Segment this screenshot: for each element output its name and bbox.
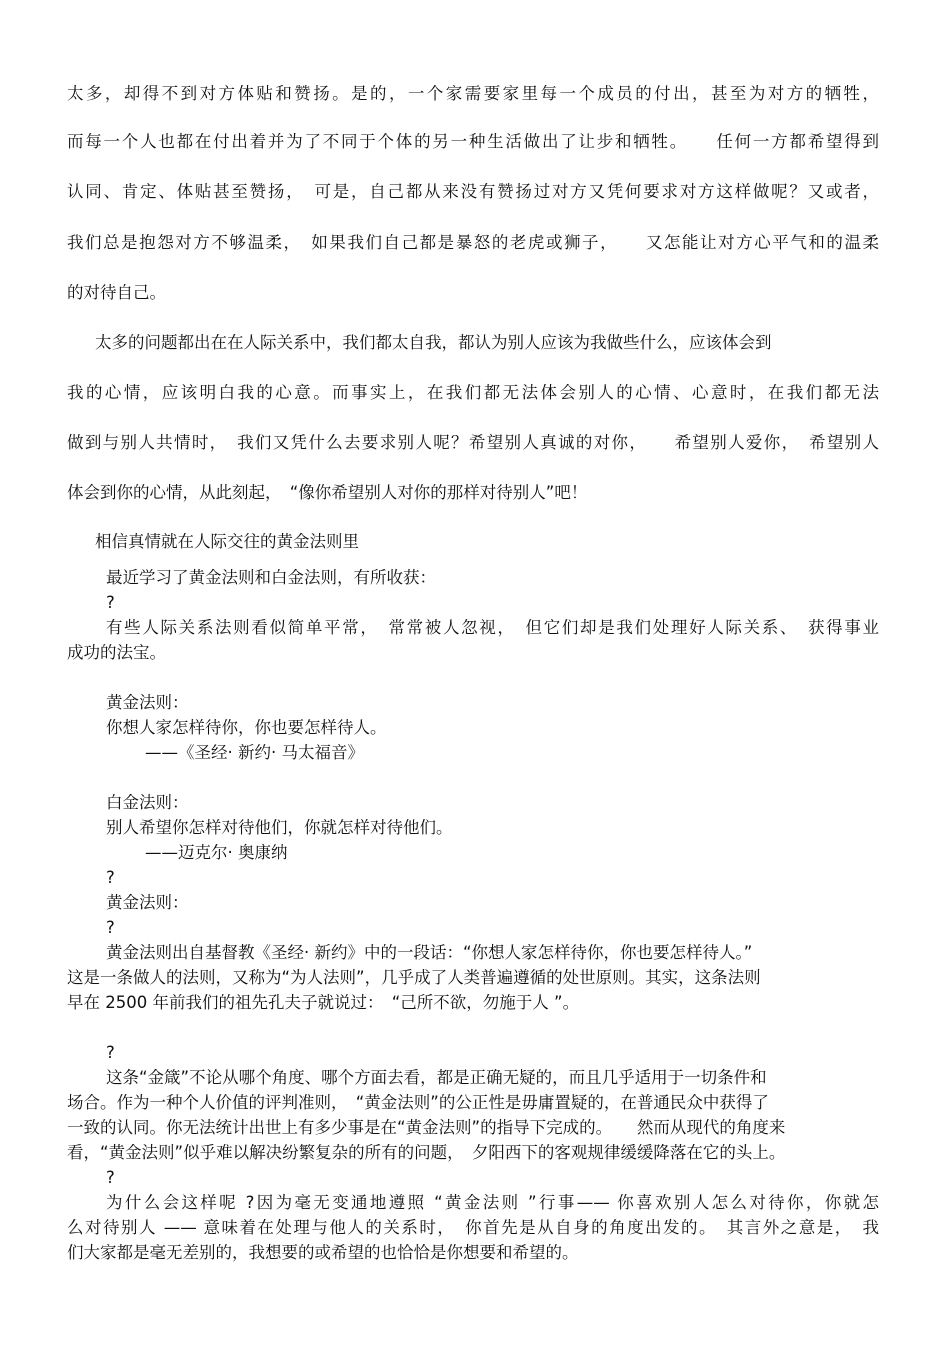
text-line: ——迈克尔· 奥康纳	[145, 843, 288, 862]
text-line: ?	[106, 868, 115, 887]
text-line: 黄金法则：	[106, 893, 189, 912]
text-line: 太多的问题都出在在人际关系中，我们都太自我，都认为别人应该为我做些什么，应该体会到	[95, 333, 772, 352]
text-line: 们大家都是毫无差别的，我想要的或希望的也恰恰是你想要和希望的。	[67, 1243, 579, 1262]
text-line: 这是一条做人的法则，又称为“为人法则”，几乎成了人类普遍遵循的处世原则。其实，这条法则	[67, 968, 761, 987]
text-line: 么对待别人 —— 意味着在处理与他人的关系时， 你首先是从自身的角度出发的。 其言外之意是， 我	[67, 1218, 879, 1237]
section-heading: 相信真情就在人际交往的黄金法则里	[95, 532, 359, 551]
text-line: ——《圣经· 新约· 马太福音》	[145, 743, 364, 762]
text-line: 我们总是抱怨对方不够温柔， 如果我们自己都是暴怒的老虎或狮子， 又怎能让对方心平气和的温柔	[67, 233, 879, 252]
text-line: 而每一个人也都在付出着并为了不同于个体的另一种生活做出了让步和牺牲。 任何一方都希望得到	[67, 132, 879, 151]
text-line: 看，“黄金法则”似乎难以解决纷繁复杂的所有的问题， 夕阳西下的客观规律缓缓降落在它的头上。	[67, 1143, 786, 1162]
text-line: 体会到你的心情，从此刻起， “像你希望别人对你的那样对待别人”吧！	[67, 483, 588, 502]
text-line: 你想人家怎样待你，你也要怎样待人。	[106, 718, 387, 737]
text-line: 场合。作为一种个人价值的评判准则， “黄金法则”的公正性是毋庸置疑的，在普通民众中获得了	[67, 1093, 769, 1112]
text-line: ?	[106, 918, 115, 937]
text-line: 这条“金箴”不论从哪个角度、哪个方面去看，都是正确无疑的，而且几乎适用于一切条件和	[106, 1068, 767, 1087]
text-line: 有些人际关系法则看似简单平常， 常常被人忽视， 但它们却是我们处理好人际关系、 获得事业	[106, 618, 879, 637]
text-line: 为什么会这样呢 ?因为毫无变通地遵照 “黄金法则 ”行事—— 你喜欢别人怎么对待你，你就怎	[106, 1193, 879, 1212]
text-line: 黄金法则：	[106, 693, 189, 712]
text-line: 白金法则：	[106, 793, 189, 812]
text-line: 成功的法宝。	[67, 643, 166, 662]
text-line: ?	[106, 1168, 115, 1187]
text-line: 黄金法则出自基督教《圣经· 新约》中的一段话：“你想人家怎样待你，你也要怎样待人。”	[106, 943, 753, 962]
text-line: 做到与别人共情时， 我们又凭什么去要求别人呢？希望别人真诚的对你， 希望别人爱你， 希望别人	[67, 433, 879, 452]
text-line: 认同、肯定、体贴甚至赞扬， 可是，自己都从来没有赞扬过对方又凭何要求对方这样做呢？又或者，	[67, 182, 879, 201]
text-line: 我的心情，应该明白我的心意。而事实上，在我们都无法体会别人的心情、心意时，在我们都无法	[67, 383, 879, 402]
text-line: 最近学习了黄金法则和白金法则，有所收获：	[106, 568, 436, 587]
text-line: 一致的认同。你无法统计出世上有多少事是在“黄金法则”的指导下完成的。 然而从现代的角度来	[67, 1118, 786, 1137]
text-line: ?	[106, 593, 115, 612]
text-line: 别人希望你怎样对待他们，你就怎样对待他们。	[106, 818, 453, 837]
text-line: 早在 2500 年前我们的祖先孔夫子就说过： “己所不欲，勿施于人 ”。	[67, 993, 580, 1012]
text-line: 的对待自己。	[67, 283, 166, 302]
text-line: 太多，却得不到对方体贴和赞扬。是的，一个家需要家里每一个成员的付出，甚至为对方的牺牲，	[67, 84, 879, 103]
text-line: ?	[106, 1043, 115, 1062]
